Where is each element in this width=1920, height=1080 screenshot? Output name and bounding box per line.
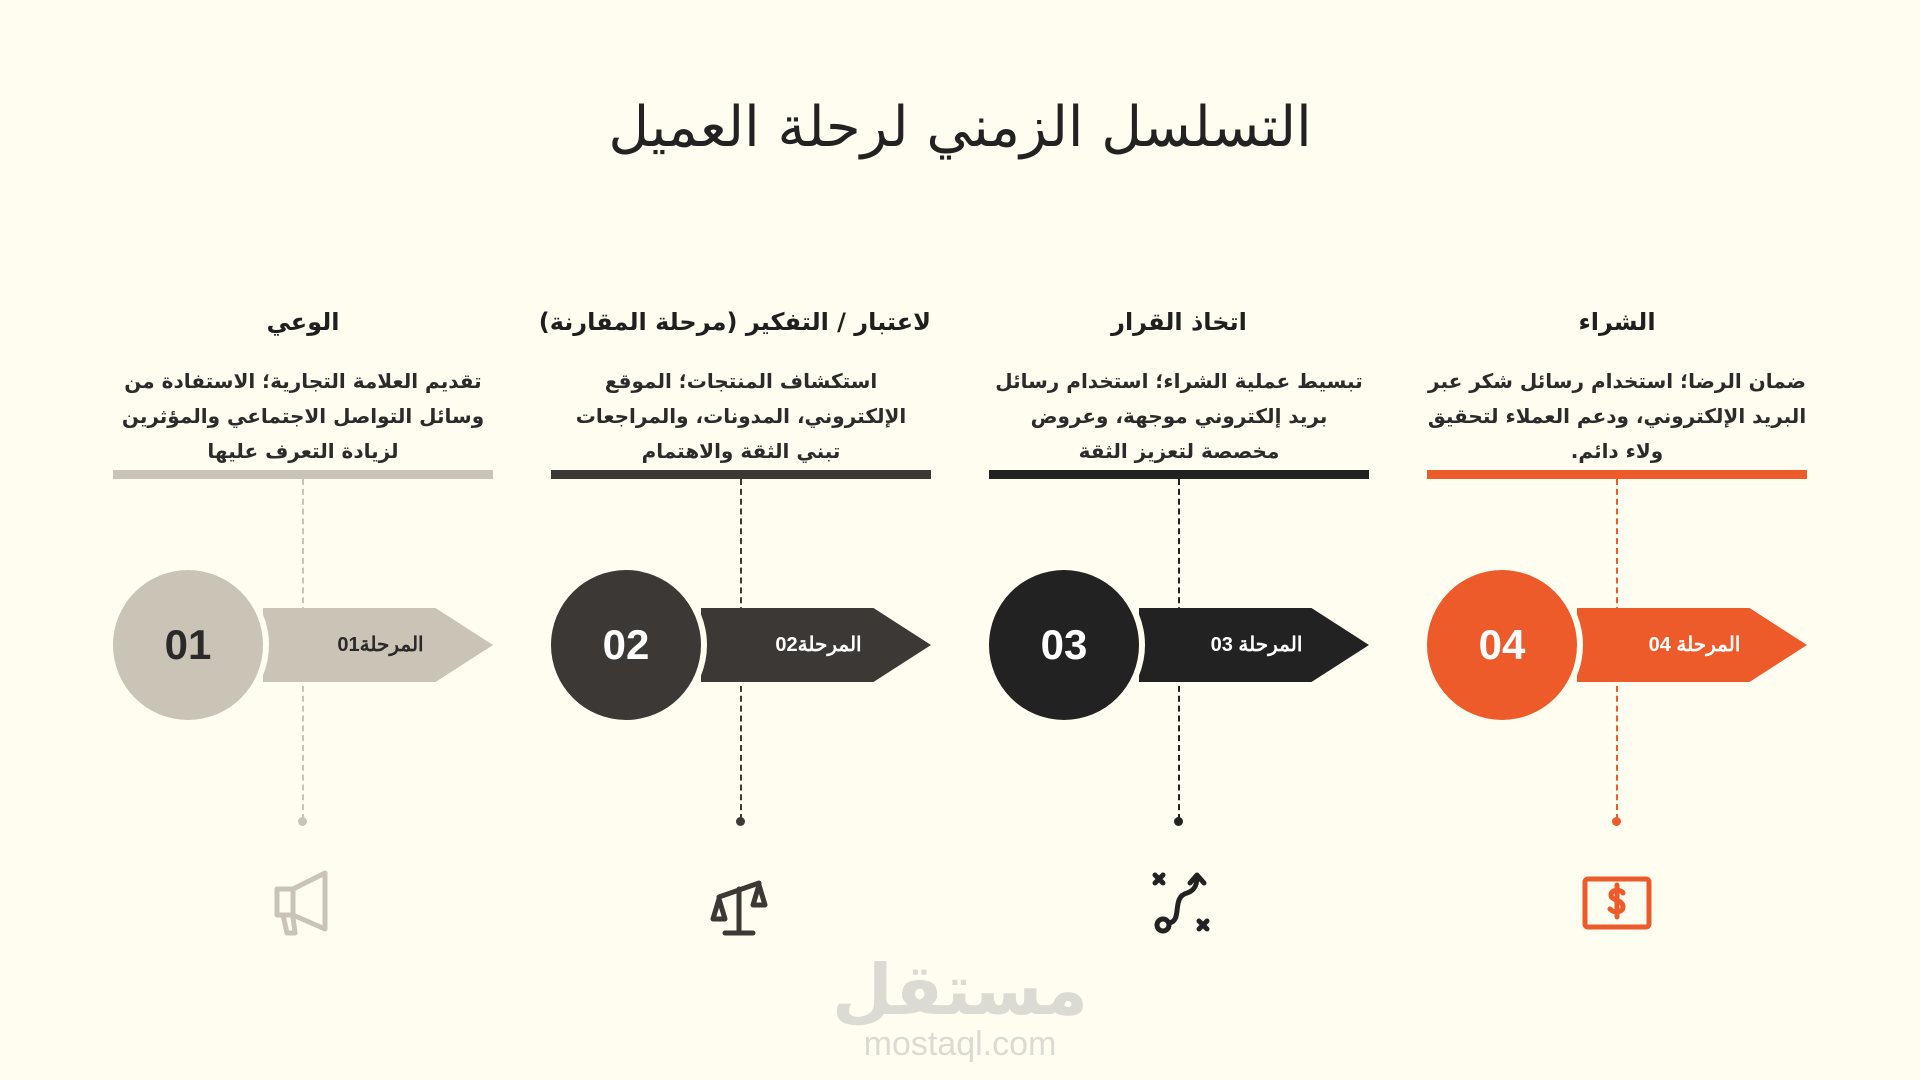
- stage-title: لاعتبار / التفكير (مرحلة المقارنة): [538, 308, 931, 336]
- dollar-screen-icon: [1577, 863, 1657, 943]
- stage-awareness: [113, 0, 493, 1080]
- page-title: التسلسل الزمني لرحلة العميل: [608, 95, 1312, 160]
- stage-label: المرحلة01: [337, 634, 424, 656]
- stage-number-circle: 02: [551, 570, 701, 720]
- stage-number-circle: 03: [989, 570, 1139, 720]
- stage-label: المرحلة 03: [1210, 634, 1303, 656]
- stage-top-bar: [113, 470, 493, 479]
- stage-connector-dot: [298, 817, 307, 826]
- scale-icon: [701, 863, 781, 943]
- stage-top-bar: [551, 470, 931, 479]
- stage-title: الشراء: [1578, 308, 1656, 336]
- stage-consideration: [538, 0, 931, 1080]
- stage-description: استكشاف المنتجات؛ الموقع الإلكتروني، المدونات، والمراجعات تبني الثقة والاهتمام: [575, 369, 907, 463]
- stage-top-bar: [989, 470, 1369, 479]
- stage-top-bar: [1427, 470, 1807, 479]
- stage-description: تبسيط عملية الشراء؛ استخدام رسائل بريد إلكتروني موجهة، وعروض مخصصة لتعزيز الثقة: [995, 369, 1363, 463]
- stage-purchase: [1427, 0, 1807, 1080]
- stage-connector-dot: [1612, 817, 1621, 826]
- stage-connector-dot: [1174, 817, 1183, 826]
- watermark-arabic: مستقل: [831, 949, 1088, 1031]
- stage-connector-dot: [736, 817, 745, 826]
- stage-description: تقديم العلامة التجارية؛ الاستفادة من وسائل التواصل الاجتماعي والمؤثرين لزيادة التعرف عليها: [121, 369, 485, 463]
- stage-decision: [989, 0, 1369, 1080]
- stage-title: اتخاذ القرار: [1111, 308, 1247, 336]
- stage-title: الوعي: [266, 308, 340, 336]
- watermark-logo: [810, 949, 1110, 1064]
- stage-number-circle: 01: [113, 570, 263, 720]
- watermark-latin: mostaql.com: [863, 1025, 1057, 1063]
- stage-description: ضمان الرضا؛ استخدام رسائل شكر عبر البريد الإلكتروني، ودعم العملاء لتحقيق ولاء دائم.: [1427, 369, 1807, 463]
- megaphone-icon: [263, 863, 343, 943]
- stage-number-circle: 04: [1427, 570, 1577, 720]
- stage-label: المرحلة02: [775, 634, 862, 656]
- stage-label: المرحلة 04: [1648, 634, 1741, 656]
- decision-path-icon: [1139, 863, 1219, 943]
